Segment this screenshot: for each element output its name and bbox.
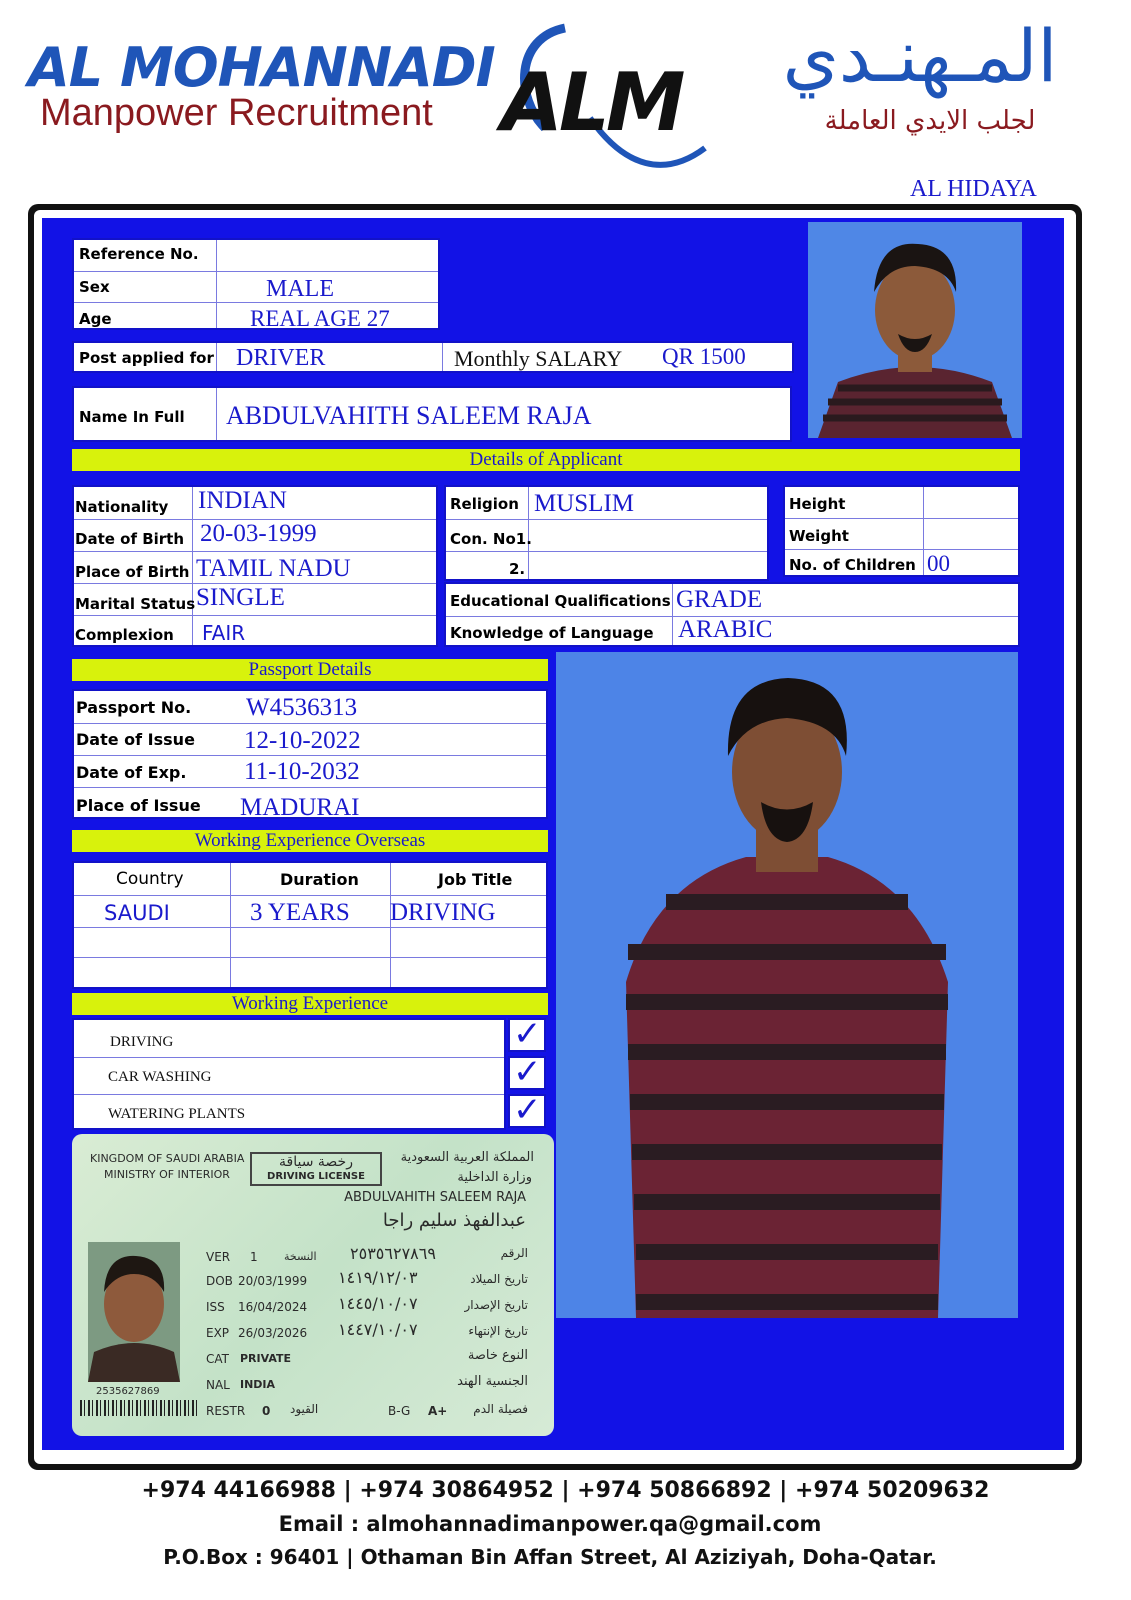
passport-issue-value: 12-10-2022	[244, 727, 361, 754]
passport-place-value: MADURAI	[240, 794, 360, 821]
contact2-label: 2.	[509, 560, 526, 578]
experience-list	[72, 1018, 506, 1130]
experience-item: WATERING PLANTS	[108, 1106, 246, 1122]
checkmark-icon: ✓	[513, 1090, 542, 1130]
applicant-photo-small	[808, 222, 1022, 438]
checkmark-icon: ✓	[513, 1014, 542, 1054]
overseas-country-value: SAUDI	[104, 901, 170, 925]
religion-value: MUSLIM	[534, 490, 635, 517]
license-blood-ar: فصيلة الدم	[473, 1402, 528, 1416]
full-name-row	[72, 386, 792, 442]
license-blood-value: A+	[428, 1404, 448, 1418]
alm-logo-text: ALM	[501, 56, 682, 149]
company-name-en: AL MOHANNADI	[28, 36, 495, 99]
checkmark-icon: ✓	[513, 1052, 542, 1092]
overseas-col-duration: Duration	[280, 870, 359, 889]
person-photo-icon	[556, 652, 1018, 1318]
experience-checkbox	[508, 1090, 546, 1130]
sex-value: MALE	[266, 276, 334, 302]
name-value: ABDULVAHITH SALEEM RAJA	[226, 401, 592, 430]
footer-phones: +974 44166988 | +974 30864952 | +974 50866892 | +974 50209632	[141, 1478, 990, 1503]
children-label: No. of Children	[789, 556, 916, 574]
license-nal-label: NAL	[206, 1378, 230, 1392]
branch-name: AL HIDAYA	[910, 176, 1037, 202]
license-holder-name-ar: عبدالفهذ سليم راجا	[382, 1210, 526, 1231]
overseas-heading: Working Experience Overseas	[72, 830, 548, 852]
salary-label: Monthly SALARY	[454, 346, 623, 371]
person-photo-icon	[88, 1242, 180, 1382]
license-holder-name-en: ABDULVAHITH SALEEM RAJA	[344, 1190, 526, 1205]
religion-label: Religion	[450, 495, 519, 513]
license-ministry-en: MINISTRY OF INTERIOR	[104, 1168, 230, 1181]
license-restr-label: RESTR	[206, 1404, 246, 1418]
license-restr-value: 0	[262, 1404, 271, 1418]
passport-exp-value: 11-10-2032	[244, 758, 360, 785]
religion-table	[444, 485, 769, 581]
name-label: Name In Full	[79, 408, 185, 426]
nationality-label: Nationality	[75, 498, 169, 516]
overseas-duration-value: 3 YEARS	[250, 899, 350, 926]
age-label: Age	[79, 310, 112, 328]
dob-label: Date of Birth	[75, 530, 185, 548]
passport-no-label: Passport No.	[76, 698, 192, 717]
language-value: ARABIC	[678, 616, 773, 643]
alm-logo	[495, 18, 725, 178]
overseas-col-country: Country	[116, 869, 184, 889]
company-subtitle-ar: لجلب الايدي العاملة	[824, 106, 1036, 136]
license-cat-value: PRIVATE	[240, 1352, 292, 1365]
license-exp-ar: تاريخ الإنتهاء	[468, 1324, 528, 1338]
license-title-en: DRIVING LICENSE	[267, 1171, 365, 1182]
footer-email: Email : almohannadimanpower.qa@gmail.com	[278, 1512, 822, 1536]
license-country-ar: المملكة العربية السعودية	[400, 1150, 534, 1165]
license-exp-value: 26/03/2026	[238, 1326, 308, 1340]
license-dob-label: DOB	[206, 1274, 233, 1288]
complexion-label: Complexion	[75, 626, 174, 644]
license-ver-ar: النسخة	[284, 1250, 317, 1263]
dob-value: 20-03-1999	[200, 520, 317, 547]
experience-heading: Working Experience	[72, 993, 548, 1015]
language-label: Knowledge of Language	[450, 624, 654, 642]
education-value: GRADE	[676, 586, 763, 613]
person-photo-icon	[808, 222, 1022, 438]
marital-label: Marital Status	[75, 595, 196, 613]
experience-checkbox	[508, 1052, 546, 1092]
pob-value: TAMIL NADU	[196, 555, 351, 582]
license-nal-value: INDIA	[240, 1378, 276, 1391]
license-cat-ar: النوع خاصة	[467, 1348, 528, 1363]
contact1-label: Con. No1.	[450, 530, 532, 548]
license-restr-ar: القيود	[290, 1402, 319, 1416]
license-ver-label: VER	[206, 1250, 231, 1264]
license-id-ar: ٢٥٣٥٦٢٧٨٦٩	[350, 1244, 436, 1263]
license-cat-label: CAT	[206, 1352, 229, 1366]
reference-label: Reference No.	[79, 245, 199, 263]
passport-exp-label: Date of Exp.	[76, 763, 187, 782]
post-value: DRIVER	[236, 345, 326, 371]
license-ver-value: 1	[250, 1250, 258, 1264]
license-iss-value: 16/04/2024	[238, 1300, 308, 1314]
passport-issue-label: Date of Issue	[76, 730, 195, 749]
driving-license-card	[72, 1134, 554, 1436]
license-dob-value: 20/03/1999	[238, 1274, 308, 1288]
height-label: Height	[789, 495, 846, 513]
license-iss-ar: تاريخ الإصدار	[464, 1298, 528, 1312]
license-iss-label: ISS	[206, 1300, 225, 1314]
company-subtitle-en: Manpower Recruitment	[40, 92, 433, 134]
education-label: Educational Qualifications	[450, 592, 671, 610]
license-country-en: KINGDOM OF SAUDI ARABIA	[90, 1152, 245, 1165]
license-blood-label: B-G	[388, 1404, 411, 1418]
education-language-table	[444, 582, 1020, 647]
marital-value: SINGLE	[196, 584, 285, 611]
license-exp-label: EXP	[206, 1326, 230, 1340]
experience-checkbox	[508, 1014, 546, 1054]
footer-address: P.O.Box : 96401 | Othaman Bin Affan Street, Al Aziziyah, Doha-Qatar.	[163, 1545, 937, 1569]
overseas-job-value: DRIVING	[390, 899, 496, 926]
pob-label: Place of Birth	[75, 563, 190, 581]
license-ministry-ar: وزارة الداخلية	[457, 1170, 532, 1185]
experience-item: CAR WASHING	[108, 1069, 212, 1085]
nationality-value: INDIAN	[198, 487, 287, 514]
overseas-col-job: Job Title	[438, 870, 513, 889]
license-photo	[88, 1242, 180, 1382]
license-exp-hijri: ١٤٤٧/١٠/٠٧	[338, 1320, 418, 1339]
passport-no-value: W4536313	[246, 694, 358, 721]
license-iss-hijri: ١٤٤٥/١٠/٠٧	[338, 1294, 418, 1313]
details-heading: Details of Applicant	[72, 449, 1020, 471]
weight-label: Weight	[789, 527, 849, 545]
children-value: 00	[927, 551, 950, 576]
license-id-number: 2535627869	[96, 1386, 160, 1397]
license-title-ar: رخصة سياقة	[279, 1154, 353, 1170]
license-nal-ar: الجنسية الهند	[457, 1374, 528, 1389]
company-name-ar: المـهنـدي	[782, 14, 1058, 98]
experience-item: DRIVING	[110, 1034, 174, 1050]
physical-table	[783, 485, 1020, 577]
salary-value: QR 1500	[662, 344, 746, 369]
details-left-table	[72, 485, 438, 647]
overseas-table	[72, 861, 548, 989]
complexion-value: FAIR	[202, 621, 246, 645]
post-salary-row	[72, 341, 794, 373]
passport-table	[72, 689, 548, 819]
passport-heading: Passport Details	[72, 659, 548, 681]
age-value: REAL AGE 27	[250, 306, 390, 331]
license-title-box	[250, 1152, 382, 1186]
license-barcode	[80, 1400, 200, 1416]
license-id-ar-label: الرقم	[500, 1246, 528, 1260]
basic-info-table	[72, 238, 440, 330]
license-dob-hijri: ١٤١٩/١٢/٠٣	[338, 1268, 418, 1287]
applicant-photo-large	[556, 652, 1018, 1318]
sex-label: Sex	[79, 278, 110, 296]
license-dob-ar: تاريخ الميلاد	[470, 1272, 528, 1286]
passport-place-label: Place of Issue	[76, 796, 201, 815]
post-label: Post applied for	[79, 349, 214, 367]
